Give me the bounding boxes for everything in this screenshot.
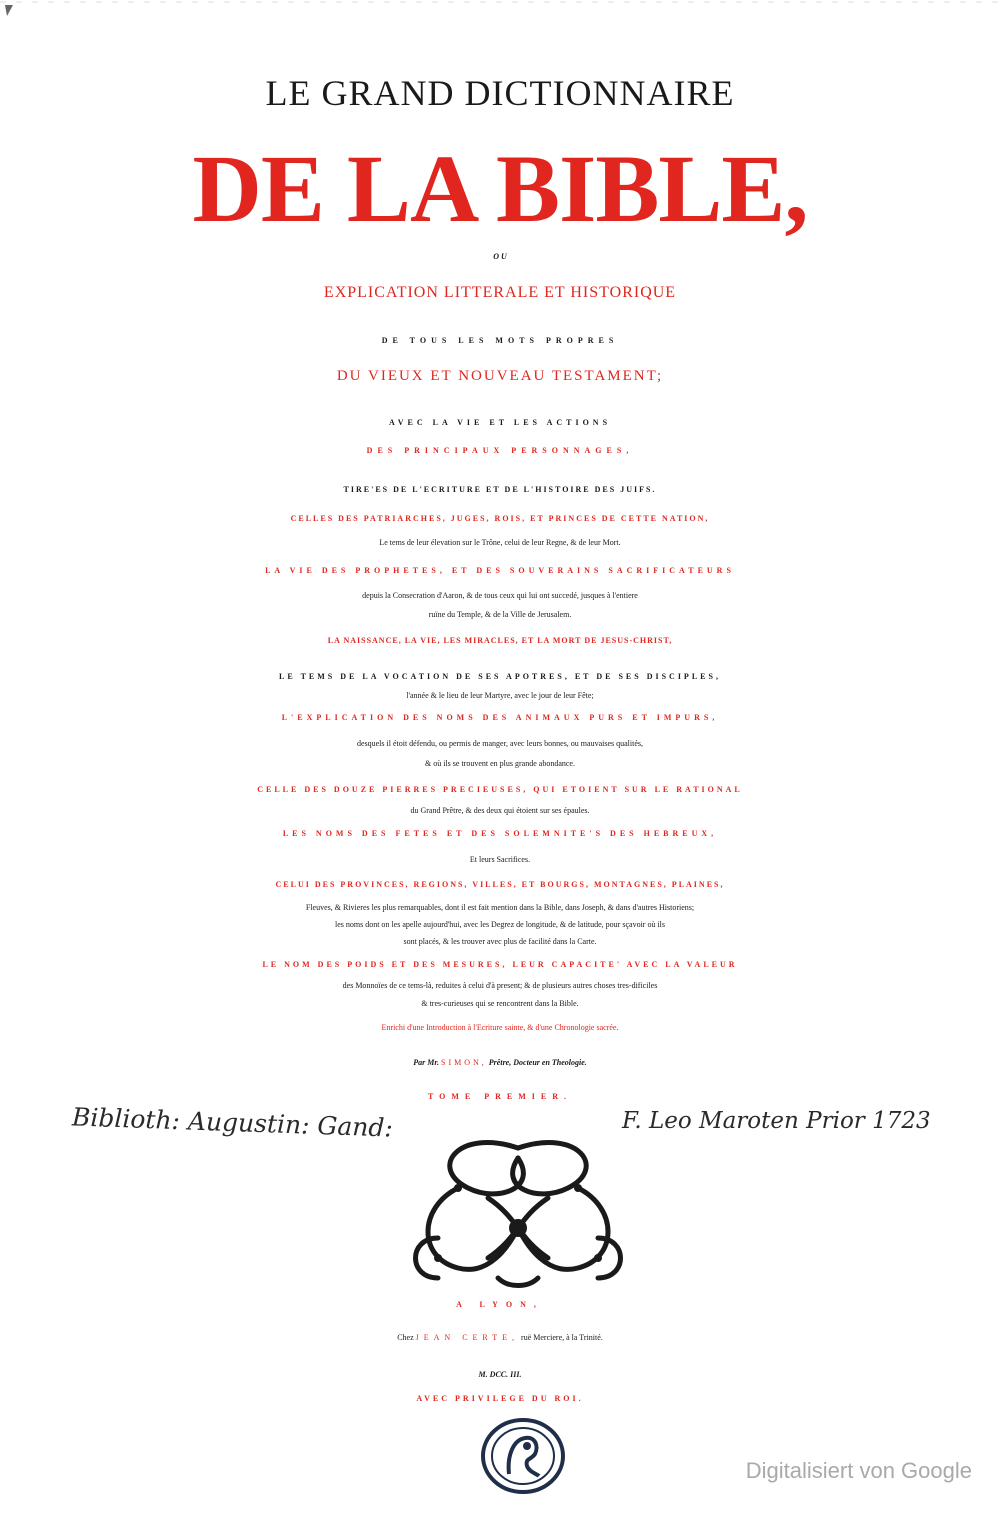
tome-label: TOME PREMIER. bbox=[427, 1092, 573, 1101]
section-7-text: Et leurs Sacrifices. bbox=[469, 855, 531, 864]
handwritten-owner-mark: F. Leo Maroten Prior 1723 bbox=[622, 1108, 931, 1134]
title-line-4: DE TOUS LES MOTS PROPRES bbox=[381, 336, 619, 345]
section-5-heading: L'EXPLICATION DES NOMS DES ANIMAUX PURS ET IMPURS, bbox=[281, 713, 719, 722]
imprint-chez: Chez bbox=[397, 1333, 414, 1342]
title-line-2: DE LA BIBLE, bbox=[192, 135, 808, 242]
imprint-printer-line bbox=[0, 1333, 1000, 1342]
section-9-heading: LE NOM DES POIDS ET DES MESURES, LEUR CAPACITE' AVEC LA VALEUR bbox=[262, 960, 738, 969]
author-line bbox=[0, 1058, 1000, 1067]
section-5-text-1: desquels il étoit défendu, ou permis de manger, avec leurs bonnes, ou mauvaises qualités, bbox=[356, 739, 644, 748]
author-par: Par Mr. bbox=[413, 1058, 440, 1067]
title-line-1: LE GRAND DICTIONNAIRE bbox=[265, 73, 735, 113]
library-stamp-icon bbox=[479, 1416, 567, 1496]
section-8-heading: CELUI DES PROVINCES, REGIONS, VILLES, ET BOURGS, MONTAGNES, PLAINES, bbox=[275, 880, 725, 889]
section-9-text-1: des Monnoïes de ce tems-là, reduites à celui d'à present; & de plusieurs autres choses tres-dificiles bbox=[342, 981, 658, 990]
imprint-printer: JEAN CERTE, bbox=[415, 1333, 520, 1342]
section-2-heading: LA VIE DES PROPHETES, ET DES SOUVERAINS SACRIFICATEURS bbox=[265, 566, 735, 575]
imprint-date: M. DCC. III. bbox=[478, 1370, 522, 1379]
title-line-3: EXPLICATION LITTERALE ET HISTORIQUE bbox=[323, 284, 677, 301]
enrichi-line: Enrichi d'une Introduction à l'Ecriture sainte, & d'une Chronologie sacrée. bbox=[381, 1023, 619, 1032]
imprint-city: A LYON, bbox=[456, 1300, 544, 1309]
section-1-heading: CELLES DES PATRIARCHES, JUGES, ROIS, ET PRINCES DE CETTE NATION, bbox=[290, 514, 710, 523]
section-8-text-2: les noms dont on les apelle aujourd'hui, avec les Degrez de longitude, & de latitude, pour sçavoir où ils bbox=[334, 920, 666, 929]
section-4-heading: LE TEMS DE LA VOCATION DE SES APOTRES, ET DE SES DISCIPLES, bbox=[279, 672, 721, 681]
corner-mark-icon bbox=[4, 4, 16, 18]
handwritten-library-mark: Biblioth: Augustin: Gand: bbox=[71, 1102, 394, 1143]
section-2-text-2: ruïne du Temple, & de la Ville de Jerusalem. bbox=[428, 610, 572, 619]
section-9-text-2: & tres-curieuses qui se rencontrent dans la Bible. bbox=[421, 999, 579, 1008]
section-6-text: du Grand Prêtre, & des deux qui étoient sur ses épaules. bbox=[410, 806, 590, 815]
imprint-address: ruë Merciere, à la Trinité. bbox=[521, 1333, 603, 1342]
scan-edge bbox=[0, 0, 1000, 6]
author-title: Prêtre, Docteur en Theologie. bbox=[488, 1058, 587, 1067]
title-ou: O U bbox=[493, 252, 507, 261]
section-7-heading: LES NOMS DES FETES ET DES SOLEMNITE'S DES HEBREUX, bbox=[282, 829, 718, 838]
digitization-watermark: Digitalisiert von Google bbox=[745, 1458, 972, 1483]
section-2-text-1: depuis la Consecration d'Aaron, & de tous ceux qui lui ont succedé, jusques à l'entiere bbox=[362, 591, 638, 600]
author-name: SIMON, bbox=[441, 1058, 487, 1067]
monogram-ornament-icon bbox=[398, 1128, 638, 1293]
section-3-heading: LA NAISSANCE, LA VIE, LES MIRACLES, ET LA MORT DE JESUS-CHRIST, bbox=[327, 636, 673, 645]
imprint-privilege: AVEC PRIVILEGE DU ROI. bbox=[416, 1394, 584, 1403]
section-1-text: Le tems de leur élevation sur le Trône, celui de leur Regne, & de leur Mort. bbox=[379, 538, 621, 547]
title-line-8: TIRE'ES DE L'ECRITURE ET DE L'HISTOIRE DES JUIFS. bbox=[343, 485, 657, 494]
section-6-heading: CELLE DES DOUZE PIERRES PRECIEUSES, QUI ETOIENT SUR LE RATIONAL bbox=[257, 785, 743, 794]
title-line-7: DES PRINCIPAUX PERSONNAGES, bbox=[366, 446, 634, 455]
title-line-5: DU VIEUX ET NOUVEAU TESTAMENT; bbox=[336, 368, 664, 384]
section-5-text-2: & où ils se trouvent en plus grande abondance. bbox=[425, 759, 575, 768]
section-8-text-1: Fleuves, & Rivieres les plus remarquables, dont il est fait mention dans la Bible, dans Joseph, & dans d'autres Historiens; bbox=[305, 903, 695, 912]
section-4-text: l'année & le lieu de leur Martyre, avec le jour de leur Fête; bbox=[406, 691, 594, 700]
section-8-text-3: sont placés, & les trouver avec plus de facilité dans la Carte. bbox=[403, 937, 597, 946]
title-line-6: AVEC LA VIE ET LES ACTIONS bbox=[388, 418, 612, 427]
